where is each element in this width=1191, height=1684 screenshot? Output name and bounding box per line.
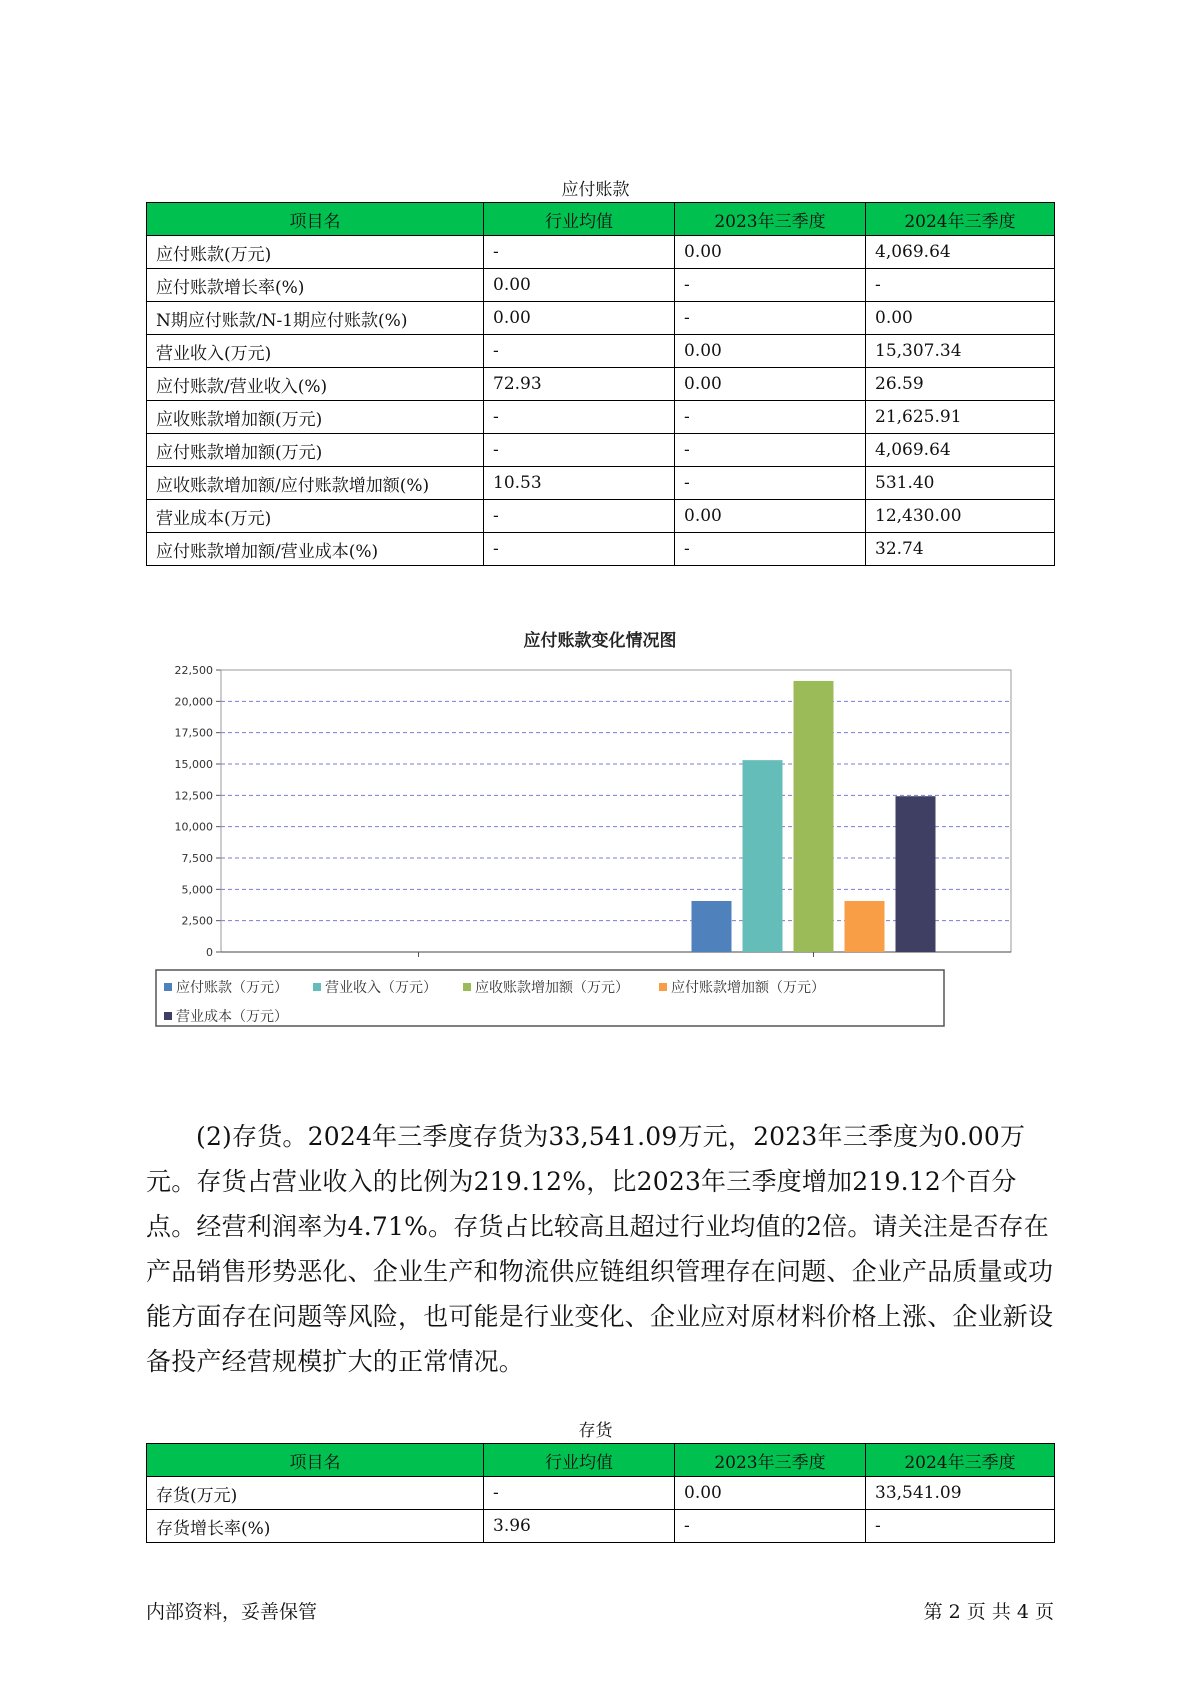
table-cell: 15,307.34	[866, 335, 1055, 368]
table-cell: 应付账款/营业收入(%)	[147, 368, 484, 401]
table-row	[147, 1510, 1055, 1543]
table-cell: 21,625.91	[866, 401, 1055, 434]
y-tick-label: 7,500	[181, 852, 213, 865]
table-cell: 0.00	[484, 269, 675, 302]
table-cell: -	[484, 1477, 675, 1510]
table-cell: 12,430.00	[866, 500, 1055, 533]
bar	[794, 681, 834, 952]
table-row	[147, 533, 1055, 566]
column-header: 2023年三季度	[675, 203, 866, 236]
table-cell: -	[675, 467, 866, 500]
legend-label: 应收账款增加额（万元）	[475, 980, 629, 996]
table-cell: -	[484, 335, 675, 368]
bar	[845, 901, 885, 952]
table-cell: -	[675, 533, 866, 566]
table-row	[147, 467, 1055, 500]
table-cell: -	[484, 236, 675, 269]
table-cell: 应收账款增加额/应付账款增加额(%)	[147, 467, 484, 500]
table-cell: -	[675, 434, 866, 467]
table-cell: 营业成本(万元)	[147, 500, 484, 533]
table-cell: 72.93	[484, 368, 675, 401]
y-tick-label: 12,500	[174, 789, 213, 803]
table-caption: 存货	[578, 1421, 613, 1441]
legend-swatch	[659, 983, 667, 991]
footer-page-number: 第 2 页 共 4 页	[923, 1601, 1054, 1623]
table-cell: 26.59	[866, 368, 1055, 401]
table-cell: 应付账款增长率(%)	[147, 269, 484, 302]
table-cell: 应收账款增加额(万元)	[147, 401, 484, 434]
chart-title: 应付账款变化情况图	[523, 631, 677, 651]
y-tick-label: 17,500	[174, 726, 213, 740]
table-row	[147, 434, 1055, 467]
table-cell: 0.00	[675, 335, 866, 368]
table-cell: -	[675, 269, 866, 302]
legend-swatch	[164, 983, 172, 991]
table-cell: 4,069.64	[866, 434, 1055, 467]
y-tick-label: 5,000	[181, 883, 213, 897]
legend-label: 营业成本（万元）	[176, 1009, 288, 1025]
table-cell: 0.00	[866, 302, 1055, 335]
table-cell: -	[866, 269, 1055, 302]
bar	[896, 796, 936, 952]
table-row	[147, 302, 1055, 335]
table-header-row	[147, 1444, 1055, 1477]
legend-swatch	[164, 1012, 172, 1020]
table-row	[147, 1477, 1055, 1510]
column-header: 项目名	[147, 1444, 484, 1477]
table-cell: 存货(万元)	[147, 1477, 484, 1510]
table-cell: -	[484, 401, 675, 434]
y-tick-label: 15,000	[174, 758, 213, 771]
legend-label: 营业收入（万元）	[325, 980, 437, 996]
y-tick-label: 22,500	[174, 664, 213, 677]
table-cell: 0.00	[675, 1477, 866, 1510]
table-cell: 4,069.64	[866, 236, 1055, 269]
column-header: 项目名	[147, 203, 484, 236]
table-row	[147, 236, 1055, 269]
column-header: 2023年三季度	[675, 1444, 866, 1477]
table-cell: 0.00	[675, 236, 866, 269]
table-caption: 应付账款	[561, 180, 630, 200]
table-cell: 应付账款(万元)	[147, 236, 484, 269]
table-cell: 应付账款增加额/营业成本(%)	[147, 533, 484, 566]
bar	[743, 760, 783, 952]
table-cell: 32.74	[866, 533, 1055, 566]
column-header: 2024年三季度	[866, 203, 1055, 236]
y-tick-label: 2,500	[181, 914, 213, 928]
table-cell: -	[484, 533, 675, 566]
accounts-payable-table	[146, 202, 1055, 566]
table-cell: 3.96	[484, 1510, 675, 1543]
table-cell: -	[484, 500, 675, 533]
legend-swatch	[463, 983, 471, 991]
table-row	[147, 368, 1055, 401]
table-cell: 531.40	[866, 467, 1055, 500]
table-cell: 应付账款增加额(万元)	[147, 434, 484, 467]
table-cell: N期应付账款/N-1期应付账款(%)	[147, 302, 484, 335]
y-tick-label: 20,000	[174, 695, 213, 709]
table-cell: 存货增长率(%)	[147, 1510, 484, 1543]
inventory-table	[146, 1443, 1055, 1543]
inventory-paragraph	[146, 1114, 1066, 1384]
table-cell: -	[675, 1510, 866, 1543]
table-row	[147, 335, 1055, 368]
table-cell: 营业收入(万元)	[147, 335, 484, 368]
y-tick-label: 10,000	[174, 820, 213, 834]
table-row	[147, 500, 1055, 533]
paragraph-text: (2)存货。2024年三季度存货为33,541.09万元，2023年三季度为0.00万元。存货占营业收入的比例为219.12%，比2023年三季度增加219.12个百分点。经营利润率为4.71%。存货占比较高且超过行业均值的2倍。请关注是否存在产品销售形势恶化、企业生产和物流供应链组织管理存在问题、企业产品质量或功能方面存在问题等风险，也可能是行业变化、企业应对原材料价格上涨、企业新设备投产经营规模扩大的正常情况。	[146, 1122, 1054, 1376]
table-cell: 10.53	[484, 467, 675, 500]
table-cell: -	[675, 302, 866, 335]
table-cell: -	[484, 434, 675, 467]
table-cell: 0.00	[484, 302, 675, 335]
table-cell: 0.00	[675, 368, 866, 401]
accounts-payable-chart	[146, 618, 1054, 1068]
bar	[692, 901, 732, 952]
chart-svg	[146, 618, 1054, 1068]
table-row	[147, 269, 1055, 302]
legend-swatch	[313, 983, 321, 991]
column-header: 2024年三季度	[866, 1444, 1055, 1477]
table-cell: -	[675, 401, 866, 434]
table-cell: 33,541.09	[866, 1477, 1055, 1510]
legend-label: 应付账款增加额（万元）	[671, 980, 825, 996]
table-cell: 0.00	[675, 500, 866, 533]
footer-confidential: 内部资料，妥善保管	[146, 1601, 318, 1623]
column-header: 行业均值	[484, 203, 675, 236]
column-header: 行业均值	[484, 1444, 675, 1477]
table-row	[147, 401, 1055, 434]
table-header-row	[147, 203, 1055, 236]
plot-area	[221, 670, 1011, 952]
y-tick-label: 0	[206, 946, 213, 959]
table-cell: -	[866, 1510, 1055, 1543]
legend-label: 应付账款（万元）	[176, 980, 288, 996]
